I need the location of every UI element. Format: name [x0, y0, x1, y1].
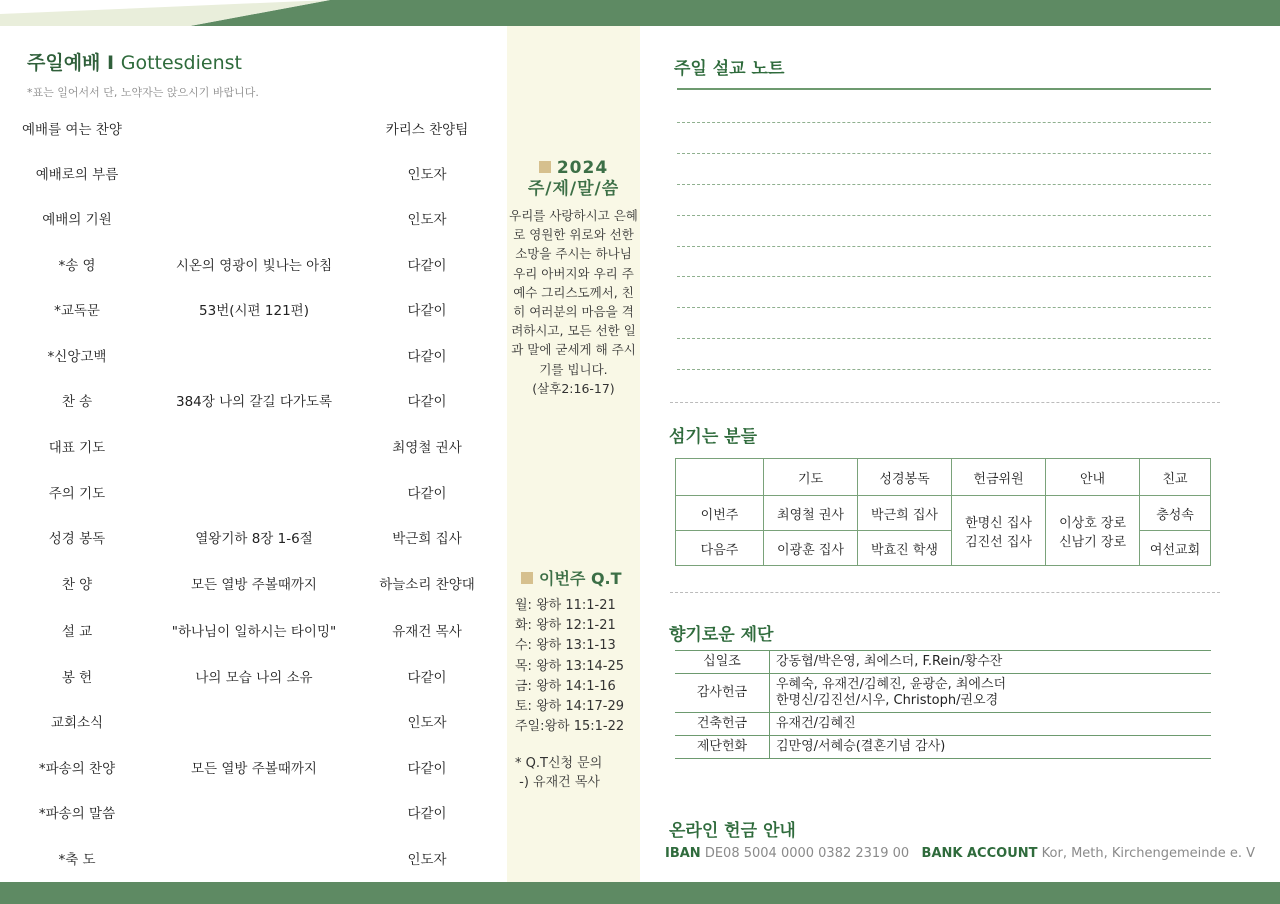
order-item-name: *송 영: [58, 258, 96, 274]
square-bullet-icon: [539, 161, 551, 173]
order-item-leader: 인도자: [407, 212, 447, 228]
servers-offering-team: [952, 496, 1046, 566]
order-item-leader: 다같이: [407, 258, 447, 274]
qt-day: 수: 왕하 13:1-13: [515, 638, 616, 654]
section-separator: [670, 592, 1220, 593]
servers-table: [675, 458, 1211, 566]
square-bullet-icon: [521, 572, 533, 584]
theme-year: 2024: [556, 158, 609, 178]
sermon-notes-rule: [677, 88, 1211, 90]
theme-verse-text: 우리를 사랑하시고 은혜로 영원한 위로와 선한 소망을 주시는 하나님 우리 아버지와 우리 주 예수 그리스도께서, 친히 여러분의 마음을 격려하시고, 모든 선한 일과 말에 굳세게 해 주시기를 빕니다.: [509, 208, 638, 377]
order-item-content: 시온의 영광이 빛나는 아침: [175, 258, 333, 274]
offering-row: [675, 736, 1211, 759]
order-item-leader: 다같이: [407, 394, 447, 410]
order-item-content: 53번(시편 121편): [199, 303, 309, 319]
servers-cell: 충성속: [1140, 496, 1211, 531]
servers-header: 기도: [764, 459, 858, 496]
order-row: [0, 163, 506, 183]
qt-day: 주일:왕하 15:1-22: [515, 719, 625, 735]
servers-cell: 최영철 권사: [764, 496, 858, 531]
order-row: [0, 390, 506, 410]
order-item-name: 봉 헌: [61, 670, 93, 686]
order-item-leader: 하늘소리 찬양대: [379, 577, 475, 593]
worship-order-section: [0, 26, 506, 882]
order-item-leader: 인도자: [407, 715, 447, 731]
order-row: [0, 254, 506, 274]
order-item-leader: 다같이: [407, 761, 447, 777]
order-row: [0, 482, 506, 502]
offerings-table: [675, 650, 1211, 759]
servers-cell: 여선교회: [1140, 531, 1211, 566]
qt-note: [515, 754, 602, 792]
offering-name-line: 우혜숙, 유재건/김혜진, 윤광순, 최에스더: [776, 677, 1007, 692]
order-row: [0, 802, 506, 822]
order-item-name: 성경 봉독: [48, 531, 106, 547]
order-item-name: 예배의 기원: [42, 212, 112, 228]
servers-header: 안내: [1046, 459, 1140, 496]
order-item-name: 주의 기도: [48, 486, 106, 502]
servers-header: 친교: [1140, 459, 1211, 496]
servers-cell: 박근희 집사: [858, 496, 952, 531]
order-item-leader: 인도자: [407, 852, 447, 868]
servers-cell: 이광훈 집사: [764, 531, 858, 566]
sermon-notes-title: 주일 설교 노트: [674, 59, 785, 79]
order-row: [0, 208, 506, 228]
order-item-name: 찬 송: [61, 394, 93, 410]
order-row: [0, 848, 506, 868]
order-item-name: 찬 양: [61, 577, 93, 593]
worship-title-ko: 주일예배 I: [27, 52, 121, 74]
order-item-name: *신앙고백: [47, 349, 107, 365]
servers-title: 섬기는 분들: [669, 427, 758, 447]
note-line: [677, 122, 1211, 123]
theme-subtitle: 주/제/말/씀: [527, 179, 620, 199]
servers-row-label: 이번주: [676, 496, 764, 531]
iban-label: IBAN: [665, 846, 701, 861]
offering-row: [675, 674, 1211, 713]
offering-row: [675, 651, 1211, 674]
servers-header-row: [676, 459, 1211, 496]
bank-info: [665, 846, 1255, 861]
qt-day: 토: 왕하 14:17-29: [515, 699, 625, 715]
online-giving-title: 온라인 헌금 안내: [669, 821, 796, 841]
order-row: [0, 620, 506, 640]
note-line: [677, 184, 1211, 185]
order-item-leader: 다같이: [407, 670, 447, 686]
top-banner: [0, 0, 1280, 26]
offering-label: 감사헌금: [675, 674, 770, 713]
qt-day: 화: 왕하 12:1-21: [515, 618, 616, 634]
iban-value: DE08 5004 0000 0382 2319 00: [704, 846, 910, 861]
account-value: Kor, Meth, Kirchengemeinde e. V: [1041, 846, 1256, 861]
offering-names: [770, 736, 1212, 759]
order-item-leader: 다같이: [407, 303, 447, 319]
note-line: [677, 276, 1211, 277]
offering-name-line: 한명신/김진선/시우, Christoph/권오경: [776, 693, 999, 708]
servers-row-label: 다음주: [676, 531, 764, 566]
order-item-leader: 카리스 찬양팀: [385, 122, 469, 138]
order-row: [0, 573, 506, 593]
order-item-content: 모든 열방 주볼때까지: [191, 761, 317, 777]
order-item-name: *교독문: [54, 303, 100, 319]
offering-names: [770, 713, 1212, 736]
order-item-name: 대표 기도: [48, 440, 106, 456]
servers-ushers: [1046, 496, 1140, 566]
note-line: [677, 246, 1211, 247]
order-item-name: *축 도: [58, 852, 96, 868]
order-row: [0, 666, 506, 686]
offering-names: [770, 674, 1212, 713]
section-separator: [670, 402, 1220, 403]
qt-day: 금: 왕하 14:1-16: [515, 678, 616, 694]
order-item-name: 예배를 여는 찬양: [22, 122, 122, 138]
offering-label: 제단헌화: [675, 736, 770, 759]
right-column: [640, 26, 1280, 882]
top-banner-shape: [0, 0, 1280, 26]
offering-label: 건축헌금: [675, 713, 770, 736]
order-item-content: 나의 모습 나의 소유: [195, 670, 313, 686]
order-item-content: "하나님이 일하시는 타이밍": [171, 624, 337, 640]
worship-note: *표는 일어서서 단, 노약자는 앉으시기 바랍니다.: [27, 86, 259, 99]
qt-note-line1: * Q.T신청 문의: [515, 756, 603, 771]
qt-title: 이번주 Q.T: [539, 569, 622, 588]
order-item-leader: 다같이: [407, 806, 447, 822]
theme-heading: [507, 158, 640, 200]
note-line: [677, 369, 1211, 370]
order-item-name: 교회소식: [50, 715, 104, 731]
order-item-leader: 다같이: [407, 486, 447, 502]
note-line: [677, 338, 1211, 339]
servers-cell-line: 신남기 장로: [1059, 534, 1127, 550]
offering-row: [675, 713, 1211, 736]
order-item-name: 예배로의 부름: [35, 167, 119, 183]
servers-cell-line: 김진선 집사: [965, 534, 1032, 550]
order-row: [0, 757, 506, 777]
order-item-leader: 유재건 목사: [392, 624, 462, 640]
servers-row-this-week: [676, 496, 1211, 531]
order-row: [0, 345, 506, 365]
worship-title-de: Gottesdienst: [120, 52, 242, 74]
account-label: BANK ACCOUNT: [921, 846, 1038, 861]
theme-verse: [509, 206, 638, 398]
note-line: [677, 215, 1211, 216]
note-line: [677, 153, 1211, 154]
servers-corner-cell: [676, 459, 764, 496]
qt-note-line2: -) 유재건 목사: [515, 775, 600, 790]
servers-cell-line: 한명신 집사: [965, 515, 1032, 531]
order-item-leader: 최영철 권사: [392, 440, 462, 456]
order-row: [0, 711, 506, 731]
order-item-leader: 인도자: [407, 167, 447, 183]
note-line: [677, 307, 1211, 308]
order-item-content: 384장 나의 갈길 다가도록: [175, 394, 332, 410]
offering-label: 십일조: [675, 651, 770, 674]
qt-list: [515, 596, 624, 737]
offerings-title: 향기로운 제단: [669, 625, 774, 645]
order-row: [0, 527, 506, 547]
order-item-name: 설 교: [61, 624, 93, 640]
worship-title: [27, 48, 242, 75]
servers-header: 헌금위원: [952, 459, 1046, 496]
offering-name-line: 김만영/서혜승(결혼기념 감사): [776, 739, 946, 754]
qt-heading: [521, 566, 622, 589]
theme-verse-ref: (살후2:16-17): [532, 380, 615, 396]
order-row: [0, 118, 506, 138]
servers-cell-line: 이상호 장로: [1059, 515, 1127, 531]
qt-day: 목: 왕하 13:14-25: [515, 658, 625, 674]
order-row: [0, 299, 506, 319]
order-item-name: *파송의 찬양: [38, 761, 116, 777]
offering-name-line: 강동협/박은영, 최에스더, F.Rein/황수잔: [776, 654, 1003, 669]
offering-name-line: 유재건/김혜진: [776, 716, 856, 731]
order-item-leader: 박근희 집사: [392, 531, 462, 547]
servers-header: 성경봉독: [858, 459, 952, 496]
order-row: [0, 436, 506, 456]
order-item-leader: 다같이: [407, 349, 447, 365]
order-item-content: 열왕기하 8장 1-6절: [195, 531, 313, 547]
theme-column: [507, 26, 640, 882]
order-item-content: 모든 열방 주볼때까지: [191, 577, 317, 593]
servers-cell: 박효진 학생: [858, 531, 952, 566]
order-item-name: *파송의 말씀: [38, 806, 116, 822]
offering-names: [770, 651, 1212, 674]
bottom-banner: [0, 882, 1280, 904]
qt-day: 월: 왕하 11:1-21: [515, 598, 616, 613]
